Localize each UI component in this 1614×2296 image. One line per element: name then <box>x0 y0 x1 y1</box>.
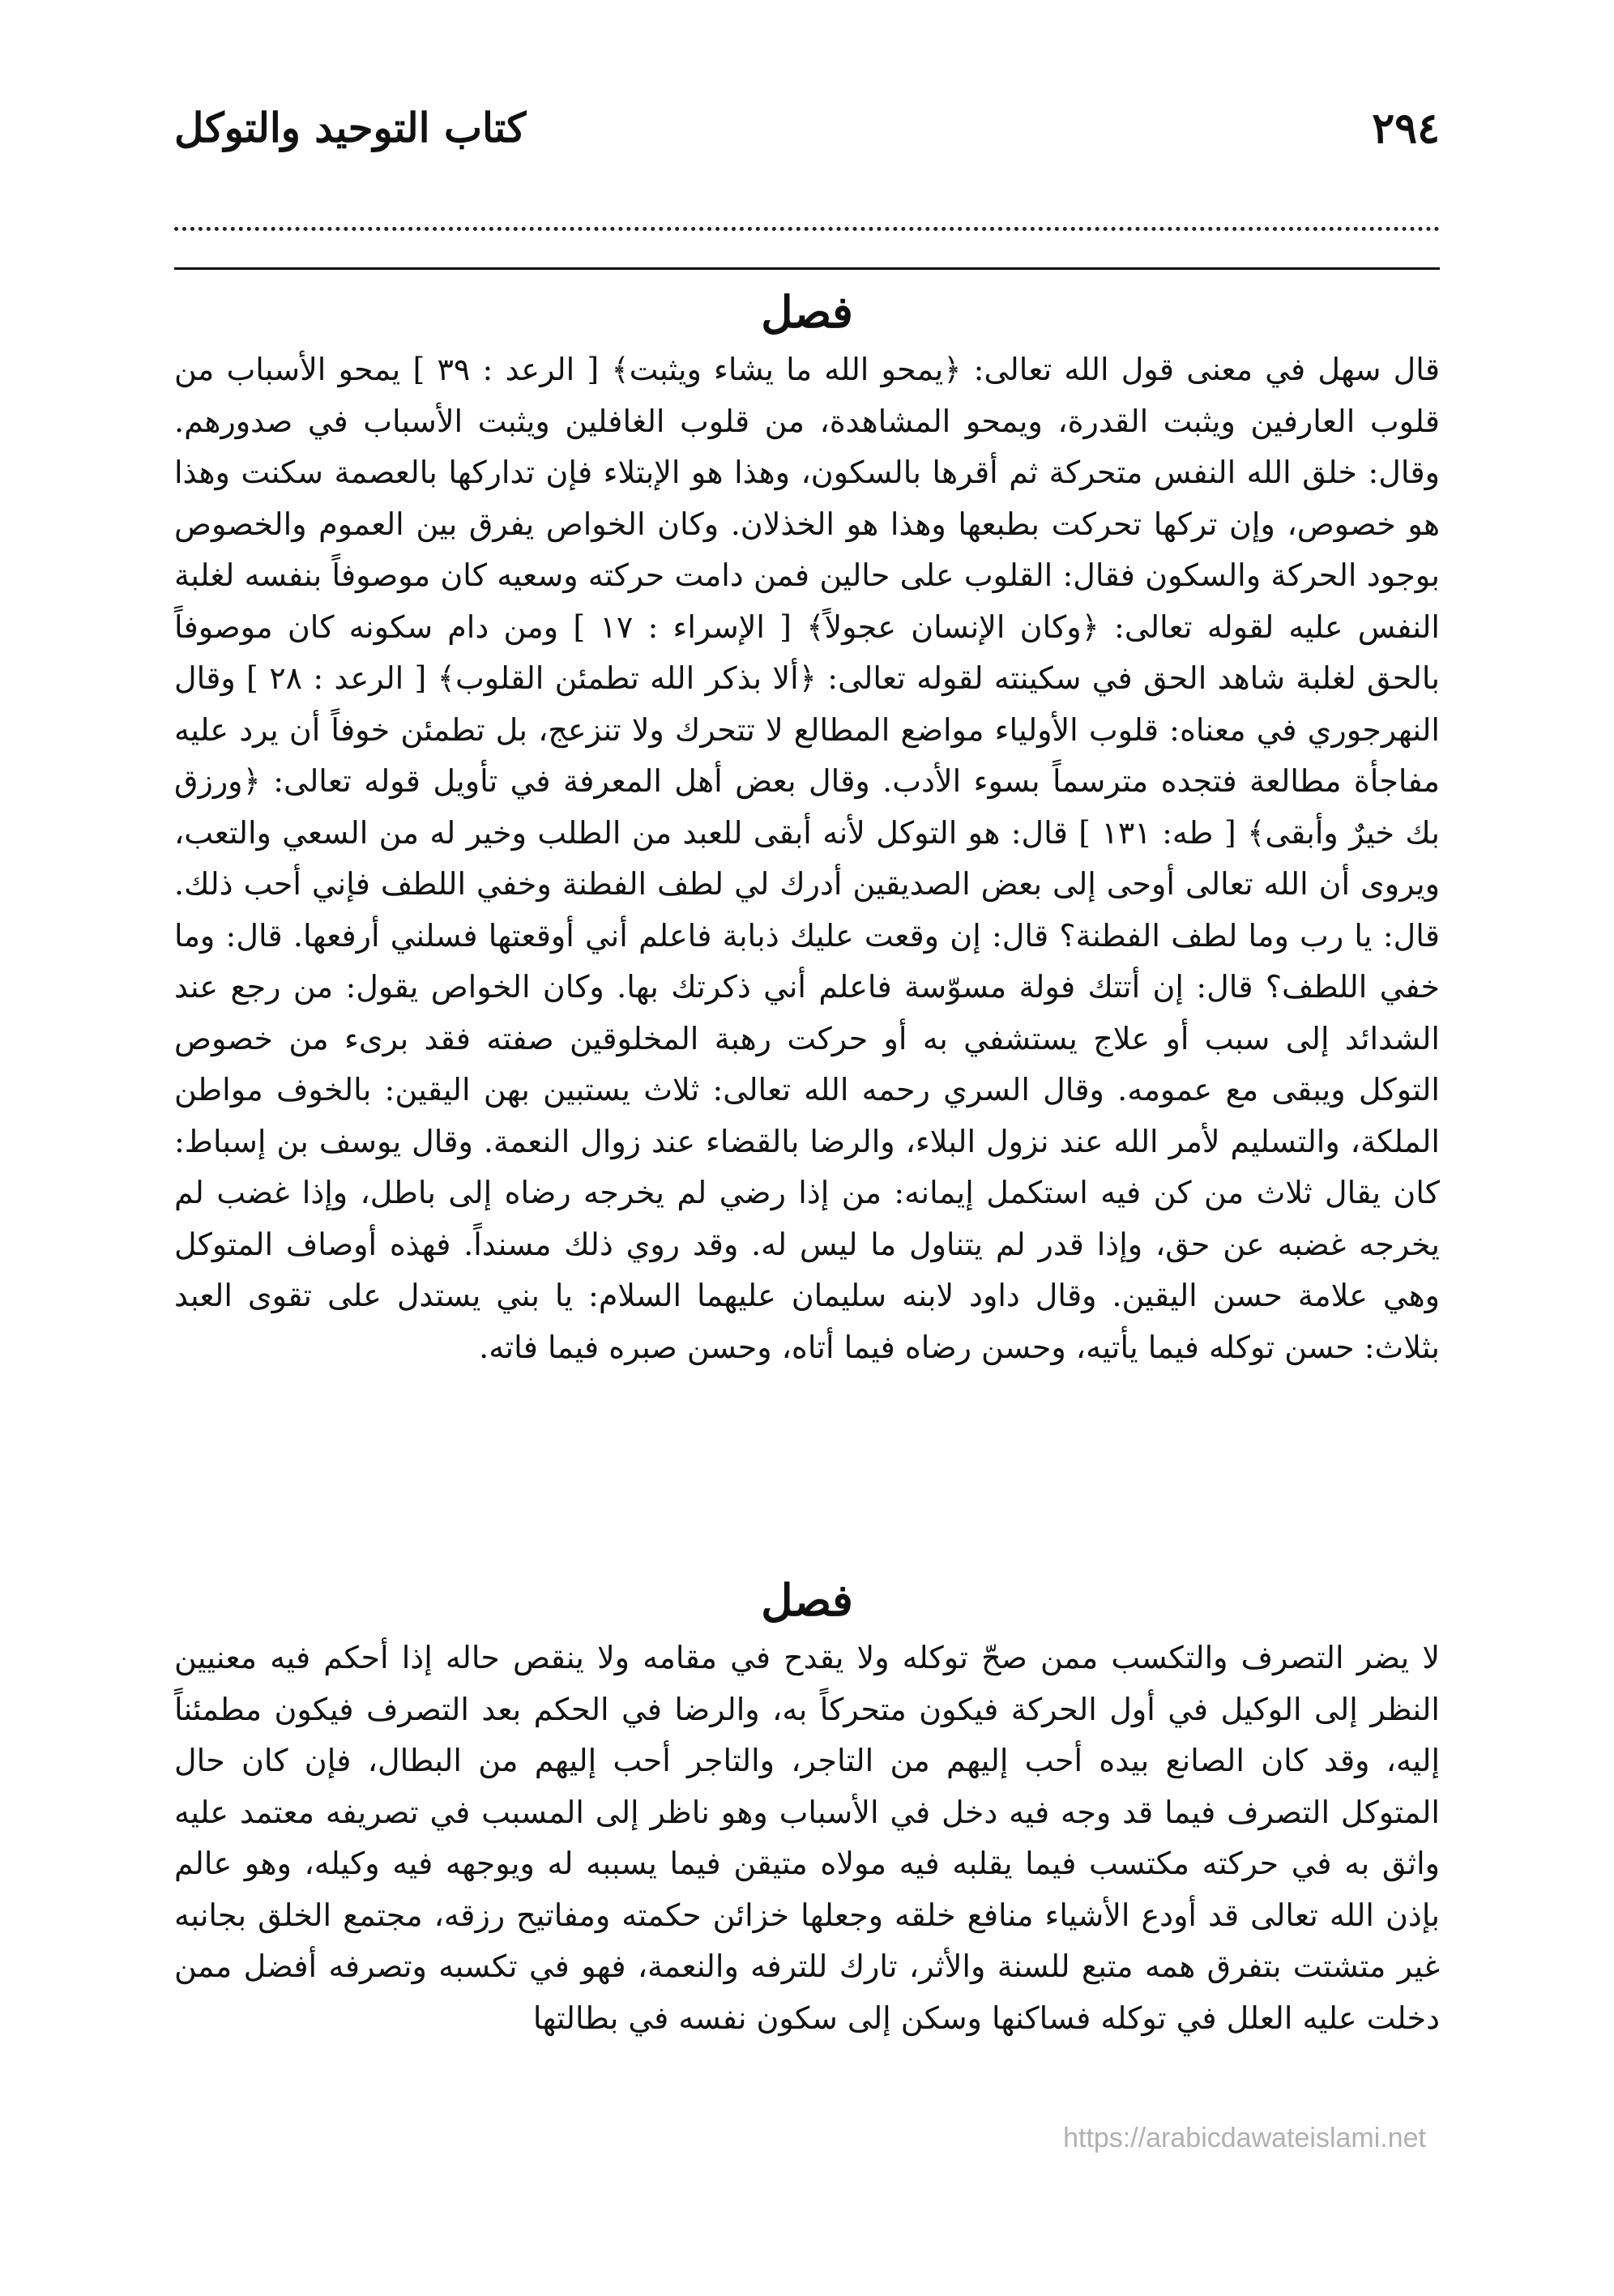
page-header <box>174 104 1440 169</box>
watermark-url: https://arabicdawateislami.net <box>1063 2123 1426 2153</box>
book-title: كتاب التوحيد والتوكل <box>174 104 527 152</box>
section-title: فصل <box>761 286 853 338</box>
section-body: قال سهل في معنى قول الله تعالى: ﴿يمحو الله ما يشاء ويثبت﴾ [ الرعد : ٣٩ ] يمحو الأسباب من قلوب العارفين ويثبت القدرة، ويمحو المشاهدة، من قلوب الغافلين ويثبت الأسباب في صدورهم. وقال: خلق الله النفس متحركة ثم أقرها بالسكون، وهذا هو الإبتلاء فإن تداركها بالعصمة سكنت وهذا هو خصوص، وإن تركها تحركت بطبعها وهذا هو الخذلان. وكان الخواص يفرق بين العموم والخصوص بوجود الحركة والسكون فقال: القلوب على حالين فمن دامت حركته وسعيه كان موصوفاً بنفسه لغلبة النفس عليه لقوله تعالى: ﴿وكان الإنسان عجولاً﴾ [ الإسراء : ١٧ ] ومن دام سكونه كان موصوفاً بالحق لغلبة شاهد الحق في سكينته لقوله تعالى: ﴿ألا بذكر الله تطمئن القلوب﴾ [ الرعد : ٢٨ ] وقال النهرجوري في معناه: قلوب الأولياء مواضع المطالع لا تتحرك ولا تنزعج، بل تطمئن خوفاً أن يرد عليه مفاجأة مطالعة فتجده مترسماً بسوء الأدب. وقال بعض أهل المعرفة في تأويل قوله تعالى: ﴿ورزق بك خيرٌ وأبقى﴾ [ طه: ١٣١ ] قال: هو التوكل لأنه أبقى للعبد من الطلب وخير له من السعي والتعب، ويروى أن الله تعالى أوحى إلى بعض الصديقين أدرك لي لطف الفطنة وخفي اللطف فإني أحب ذلك. قال: يا رب وما لطف الفطنة؟ قال: إن وقعت عليك ذبابة فاعلم أني أوقعتها فسلني أرفعها. قال: وما خفي اللطف؟ قال: إن أتتك فولة مسوّسة فاعلم أني ذكرتك بها. وكان الخواص يقول: من رجع عند الشدائد إلى سبب أو علاج يستشفي به أو حركت رهبة المخلوقين صفته فقد برىء من خصوص التوكل ويبقى مع عمومه. وقال السري رحمه الله تعالى: ثلاث يستبين بهن اليقين: بالخوف مواطن الملكة، والتسليم لأمر الله عند نزول البلاء، والرضا بالقضاء عند زوال النعمة. وقال يوسف بن إسباط: كان يقال ثلاث من كن فيه استكمل إيمانه: من إذا رضي لم يخرجه رضاه إلى باطل، وإذا غضب لم يخرجه غضبه عن حق، وإذا قدر لم يتناول ما ليس له. وقد روي ذلك مسنداً. فهذه أوصاف المتوكل وهي علامة حسن اليقين. وقال داود لابنه سليمان عليهما السلام: يا بني يستدل على تقوى العبد بثلاث: حسن توكله فيما يأتيه، وحسن رضاه فيما أتاه، وحسن صبره فيما فاته. <box>174 352 1441 1365</box>
section-title: فصل <box>761 1574 853 1626</box>
section-fasl-1 <box>174 280 1440 1373</box>
page-number: ٢٩٤ <box>1372 104 1440 153</box>
solid-divider <box>174 267 1440 270</box>
section-fasl-2 <box>174 1568 1440 2044</box>
section-body: لا يضر التصرف والتكسب ممن صحّ توكله ولا يقدح في مقامه ولا ينقص حاله إذا أحكم فيه معنيين النظر إلى الوكيل في أول الحركة فيكون متحركاً به، والرضا في الحكم بعد التصرف فيكون مطمئناً إليه، وقد كان الصانع بيده أحب إليهم من التاجر، والتاجر أحب إليهم من البطال، فإن كان حال المتوكل التصرف فيما قد وجه فيه دخل في الأسباب وهو ناظر إلى المسبب في تصريفه معتمد عليه واثق به في حركته مكتسب فيما يقلبه فيه مولاه متيقن فيما يسببه له ويوجهه فيه وكيله، وهو عالم بإذن الله تعالى قد أودع الأشياء منافع خلقه وجعلها خزائن حكمته ومفاتيح رزقه، مجتمع الخلق بجانبه غير متشتت بتفرق همه متبع للسنة والأثر، تارك للترفه والنعمة، فهو في تكسبه وتصرفه أفضل ممن دخلت عليه العلل في توكله فساكنها وسكن إلى سكون نفسه في بطالتها <box>174 1640 1440 2036</box>
dotted-divider <box>174 227 1440 231</box>
